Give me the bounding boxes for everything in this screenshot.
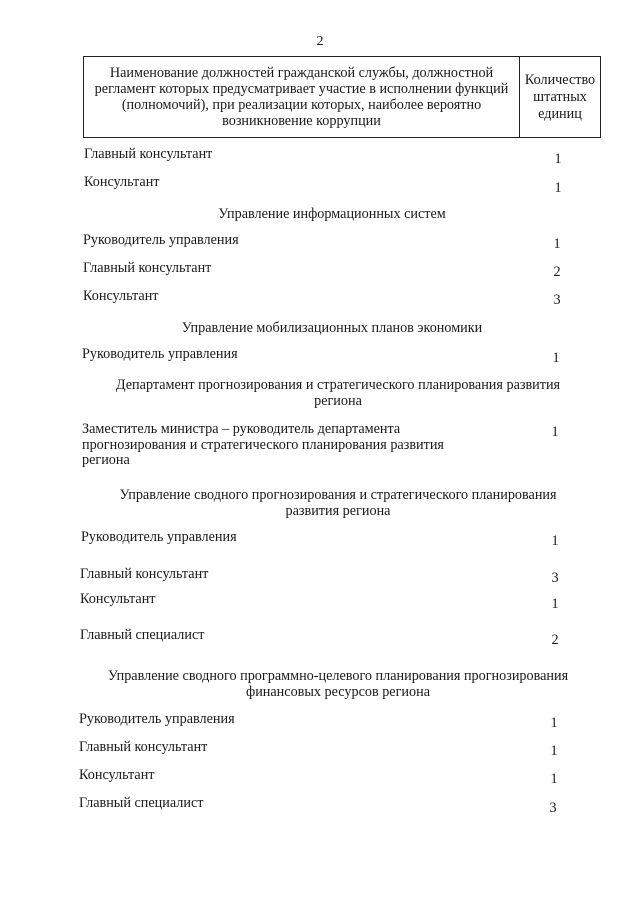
position-name: Главный консультант bbox=[84, 146, 213, 162]
staff-count: 2 bbox=[551, 632, 559, 648]
staff-count: 1 bbox=[550, 743, 558, 759]
section-title: Управление сводного программно-целевого планирования прогнозирования финансовых ресурсов региона bbox=[107, 668, 569, 700]
header-count-column: Количество штатных единиц bbox=[520, 57, 601, 138]
position-name: Консультант bbox=[79, 767, 155, 783]
position-name: Руководитель управления bbox=[82, 346, 238, 362]
staff-count: 1 bbox=[554, 180, 562, 196]
staff-count: 1 bbox=[551, 424, 559, 440]
staff-count: 1 bbox=[551, 596, 559, 612]
position-name: Заместитель министра – руководитель департамента прогнозирования и стратегического планирования развития региона bbox=[82, 421, 444, 468]
position-name: Руководитель управления bbox=[81, 529, 237, 545]
staff-count: 3 bbox=[553, 292, 561, 308]
section-title: Департамент прогнозирования и стратегического планирования развития региона bbox=[115, 377, 561, 409]
position-name: Руководитель управления bbox=[79, 711, 235, 727]
position-name: Руководитель управления bbox=[83, 232, 239, 248]
staff-count: 1 bbox=[550, 715, 558, 731]
section-title: Управление сводного прогнозирования и стратегического планирования развития региона bbox=[119, 487, 557, 519]
position-name: Главный специалист bbox=[79, 795, 204, 811]
table-header bbox=[83, 56, 601, 138]
staff-count: 3 bbox=[549, 800, 557, 816]
page-number: 2 bbox=[316, 34, 324, 49]
position-name: Главный консультант bbox=[80, 566, 209, 582]
staff-count: 1 bbox=[551, 533, 559, 549]
staff-count: 1 bbox=[554, 151, 562, 167]
position-name: Главный специалист bbox=[80, 627, 205, 643]
position-name: Консультант bbox=[84, 174, 160, 190]
header-position-column: Наименование должностей гражданской службы, должностной регламент которых предусматривает участие в исполнении функций (полномочий), при реализации которых, наиболее вероятно возникновение коррупции bbox=[84, 57, 520, 138]
section-title: Управление информационных систем bbox=[218, 206, 446, 222]
staff-count: 3 bbox=[551, 570, 559, 586]
staff-count: 1 bbox=[552, 350, 560, 366]
staff-count: 1 bbox=[553, 236, 561, 252]
position-name: Консультант bbox=[80, 591, 156, 607]
position-name: Главный консультант bbox=[83, 260, 212, 276]
position-name: Консультант bbox=[83, 288, 159, 304]
staff-count: 1 bbox=[550, 771, 558, 787]
section-title: Управление мобилизационных планов экономики bbox=[181, 320, 483, 336]
staff-count: 2 bbox=[553, 264, 561, 280]
position-name: Главный консультант bbox=[79, 739, 208, 755]
